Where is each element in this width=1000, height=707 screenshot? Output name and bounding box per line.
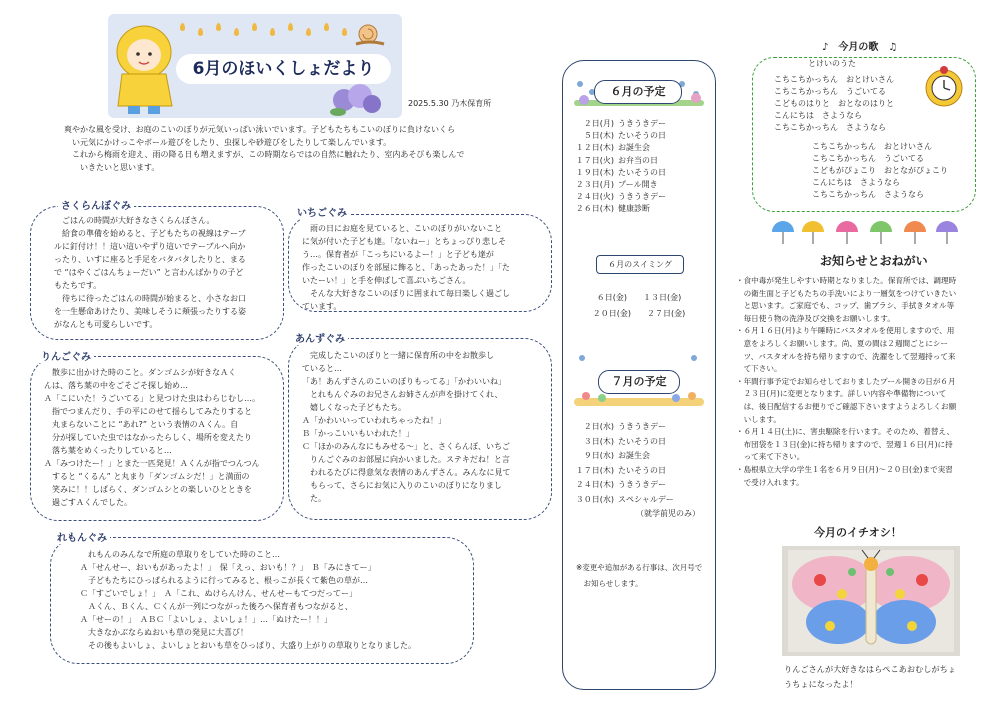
schedule-event: プール開き	[618, 179, 658, 189]
section-title-lemon: れもんぐみ	[54, 529, 110, 544]
song-verse-1: こちこちかっちん おとけいさん こちこちかっちん うごいてる こどものはりと おとなのはりと こんにちは さようなら こちこちかっちん さようなら	[774, 75, 894, 132]
schedule-event: たいそうの日	[618, 436, 666, 446]
schedule-event: スペシャルデー	[618, 494, 674, 504]
butterfly-artwork-photo	[782, 546, 960, 656]
july-schedule-list	[562, 420, 712, 507]
section-body-anzu: 完成したこいのぼりと一緒に保育所の中をお散歩し ていると… 「あ！あんずさんのこいのぼりもってる」「かわいいね」 とれもんぐみのお兄さんお姉さんが声を掛けてくれ、 嬉しくなった子どもたち。 Ａ「かわいいっていわれちゃったね！」 Ｂ「かっこいいもいわれた！」 Ｃ「ほかのみんなにもみせる～」と、さくらんぼ、いちご りんごぐみのお部屋に向かいました。ステキだね！と言 われるたびに得意気な表情のあんずさん。みんなに見て もらって、さらにお気に入りのこいのぼりになりまし た。	[302, 351, 511, 503]
umbrella-icons	[770, 220, 960, 246]
section-title-ringo: りんごぐみ	[38, 348, 94, 363]
schedule-event: お誕生会	[618, 451, 650, 460]
schedule-date: １９日(木)	[575, 167, 614, 177]
schedule-footnote: ※変更や追加がある行事は、次月号で お知らせします。	[576, 563, 703, 588]
schedule-event: たいそうの日	[618, 167, 666, 177]
schedule-date: ３０日(水)	[575, 494, 614, 504]
child-raincoat-icon	[110, 22, 180, 116]
schedule-event: うきうきデー	[618, 119, 666, 128]
schedule-date: １７日(火)	[575, 155, 614, 165]
schedule-event: うきうきデー	[618, 192, 666, 202]
notices-list	[736, 275, 988, 489]
schedule-date: ２日(水)	[583, 422, 614, 431]
schedule-row	[562, 493, 712, 508]
hydrangea-icon	[330, 82, 384, 118]
schedule-row	[562, 155, 712, 167]
clock-character-icon	[920, 60, 970, 112]
pick-title: 今月のイチオシ！	[814, 526, 902, 539]
schedule-row	[562, 435, 712, 450]
schedule-row	[562, 130, 712, 142]
schedule-row	[562, 191, 712, 203]
schedule-date: １２日(木)	[575, 143, 614, 153]
schedule-event: お誕生会	[618, 143, 650, 153]
section-body-ichigo: 雨の日にお庭を見ていると、こいのぼりがいないこと に気が付いた子ども達。「ないねー」とちょっぴり悲しそ う…。保育者が「こっちにいるよー！」と子ども達が 作ったこいのぼりを部屋に飾ると、「あったあった！」「た いたーい！」と手を伸ばして喜ぶいちごさん。 そんな大好きなこいのぼりに囲まれて毎日楽しく過ごし ています。	[302, 224, 510, 311]
june-schedule-title: ６月の予定	[594, 80, 682, 104]
notice-item: ・年間行事予定でお知らせしておりましたプール開きの日が６月 ２３日(月)に変更となります。詳しい内容や準備物について は、後日配信するお便りでご確認下さいますようよろしくお願 いします。	[736, 376, 957, 424]
schedule-event: たいそうの日	[618, 131, 666, 141]
schedule-event: うきうきデー	[618, 480, 666, 489]
newsletter-title: 6月のほいくしょだより	[176, 54, 391, 84]
june-schedule-list	[562, 118, 712, 216]
schedule-row	[562, 449, 712, 464]
schedule-date: ５日(木)	[583, 131, 614, 141]
section-body-lemon: れもんのみんなで所庭の草取りをしていた時のこと… Ａ「せんせー、おいもがあったよ！」 保「えっ、おいも！？」 Ｂ「みにきてー」 子どもたちにひっぱられるように行ってみると、根っこが長くて紫色の草が… Ｃ「すごいでしょ！」 Ａ「これ、ぬけらんけん、せんせーもてつだってー」 Ａくん、Ｂくん、Ｃくんが一列につながった後ろへ保育者もつながると、 Ａ「せーの！」 ＡＢＣ「よいしょ、よいしょ！」…「ぬけたー！！」 大きなかぶならぬおいも草の発見に大喜び！ その後もよいしょ、よいしょとおいも草をひっぱり、大盛り上がりの草取りとなりました。	[80, 550, 416, 650]
section-body-sakuranbo: ごはんの時間が大好きなさくらんぼさん。 給食の準備を始めると、子どもたちの視線はテーブ ルに釘付け！！這い這いやずり這いでテーブルへ向か ったり、いすに座ると手足をバタバタしたりと、まる で “はやくごはんちょーだい” と言わんばかりの子ど もたちです。 待ちに待ったごはんの時間が始まると、小さなお口 を一生懸命あけたり、美味しそうに頬張ったりする姿 がなんとも可愛らしいです。	[54, 216, 246, 329]
schedule-date: ２４日(木)	[575, 480, 614, 489]
swimming-dates	[574, 290, 704, 322]
schedule-date: ２日(月)	[583, 119, 614, 128]
notice-item: ・島根県立大学の学生１名を６月９日(月)～２０日(金)まで実習 で受け入れます。	[736, 464, 953, 487]
swimming-row: ２０日(金) ２７日(金)	[592, 309, 686, 318]
schedule-date: ２４日(火)	[575, 192, 614, 202]
schedule-row	[562, 179, 712, 191]
schedule-date: ９日(水)	[583, 451, 614, 460]
song-title: とけいのうた	[808, 59, 856, 68]
july-note: （就学前児のみ）	[636, 509, 700, 518]
notices-title: お知らせとおねがい	[820, 254, 928, 268]
swimming-title: ６月のスイミング	[596, 255, 684, 274]
intro-text: 爽やかな風を受け、お庭のこいのぼりが元気いっぱい泳いでいます。子どもたちもこいのぼりに負けないくら い元気にかけっこやボール遊びをしたり、虫探しや砂遊びをしたりして楽しんでいます。 これから梅雨を迎え、雨の降る日も増えますが、この時期ならではの自然に触れたり、室内あそびも楽しんで いきたいと思います。	[64, 125, 465, 172]
section-title-anzu: あんずぐみ	[292, 330, 348, 345]
snail-icon	[352, 22, 386, 46]
schedule-event: うきうきデー	[618, 422, 666, 431]
july-schedule-title: ７月の予定	[598, 370, 680, 394]
schedule-row	[562, 464, 712, 479]
schedule-row	[562, 203, 712, 215]
pick-caption: りんごさんが大好きなはらぺこあおむしがちょ うちょになったよ！	[784, 664, 956, 689]
schedule-date: ２３日(月)	[575, 179, 614, 189]
schedule-row	[562, 118, 712, 130]
schedule-row	[562, 142, 712, 154]
song-verse-2: こちこちかっちん おとけいさん こちこちかっちん うごいてる こどもがぴょこり おとながぴょこり こんにちは さようなら こちこちかっちん さようなら	[812, 142, 948, 199]
schedule-date: １７日(木)	[575, 465, 614, 475]
schedule-event: 健康診断	[618, 204, 650, 214]
section-title-sakuranbo: さくらんぼぐみ	[58, 197, 134, 212]
schedule-row	[562, 478, 712, 493]
schedule-date: ２６日(木)	[575, 204, 614, 214]
schedule-row	[562, 167, 712, 179]
notice-item: ・食中毒が発生しやすい時期となりました。保育所では、調理時 の衛生面と子どもたちの手洗いにより一層気をつけていきたい と思います。ご家庭でも、コップ、歯ブラシ、手拭きタオル等 毎日使う物の洗浄及び交換をお願いします。	[736, 276, 957, 323]
section-title-ichigo: いちごぐみ	[294, 204, 350, 219]
schedule-event: お弁当の日	[618, 155, 658, 165]
song-header: ♪ 今月の歌 ♫	[822, 42, 898, 53]
section-body-ringo: 散歩に出かけた時のこと。ダンゴムシが好きなＡく んは、落ち葉の中をごそごそ探し始め… Ａ「こにいた！うごいてる」と見つけた虫はわらじむし…。 指でつまんだり、手の平にのせて揺らしてみたりすると 丸まらないことに “あれ?” という表情のＡくん。自 分が探していた虫ではなかったらしく、場所を変えたり 落ち葉をめくったりしていると… Ａ「みつけたー！」とまた一匹発見！Ａくんが指でつんつん すると “くるん” と丸まり「ダンゴムシだ！」と満面の 笑みに！！しばらく、ダンゴムシとの楽しいひとときを 過ごすＡくんでした。	[44, 368, 260, 507]
swimming-row: ６日(金) １３日(金)	[596, 293, 682, 302]
schedule-row	[562, 420, 712, 435]
issue-date-org: 2025.5.30 乃木保育所	[408, 99, 492, 108]
notice-item: ・６月１４日(土)に、害虫駆除を行います。そのため、着替え、 布団袋を１３日(金)に持ち帰りますので、翌週１６日(月)に持 って来て下さい。	[736, 427, 955, 462]
schedule-date: ３日(木)	[583, 436, 614, 446]
notice-item: ・６月１６日(月)より午睡時にバスタオルを使用しますので、用 意をよろしくお願いします。尚、夏の間は２週間ごとにシー ツ、バスタオルを持ち帰りますので、洗濯をして翌週持って来 て下さい。	[736, 326, 956, 374]
schedule-event: たいそうの日	[618, 465, 666, 475]
